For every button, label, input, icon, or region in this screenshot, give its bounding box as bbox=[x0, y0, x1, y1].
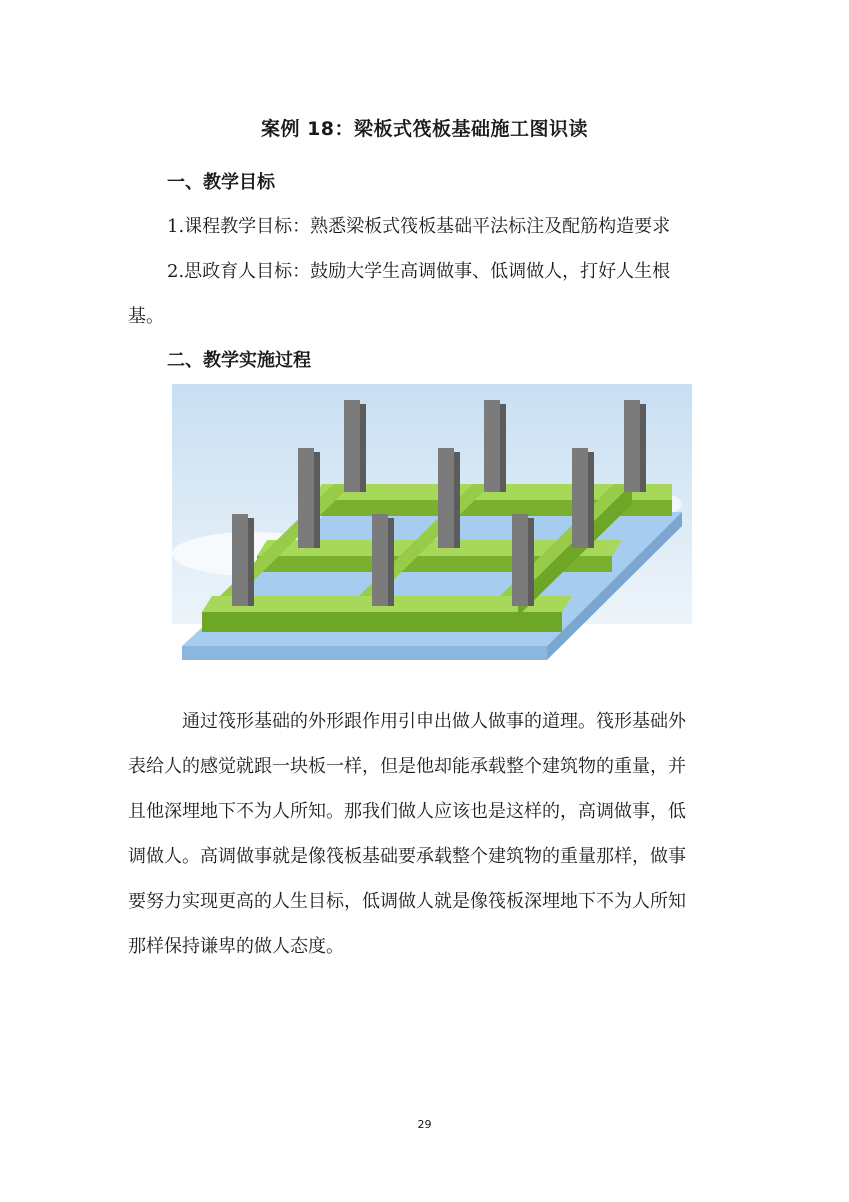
paragraph-line-3: 且他深埋地下不为人所知。那我们做人应该也是这样的，高调做事，低 bbox=[128, 801, 686, 822]
document-title: 案例 18：梁板式筏板基础施工图识读 bbox=[260, 118, 589, 140]
raft-foundation-illustration bbox=[172, 384, 692, 672]
paragraph-line-6: 那样保持谦卑的做人态度。 bbox=[128, 936, 344, 957]
goal-item-2-line-2: 基。 bbox=[128, 306, 164, 327]
goal-item-1: 1.课程教学目标：熟悉梁板式筏板基础平法标注及配筋构造要求 bbox=[167, 216, 671, 237]
paragraph-line-1: 通过筏形基础的外形跟作用引申出做人做事的道理。筏形基础外 bbox=[182, 711, 686, 732]
paragraph-line-5: 要努力实现更高的人生目标，低调做人就是像筏板深埋地下不为人所知 bbox=[128, 891, 686, 912]
section-heading-implementation: 二、教学实施过程 bbox=[167, 350, 311, 371]
paragraph-line-4: 调做人。高调做事就是像筏板基础要承载整个建筑物的重量那样，做事 bbox=[128, 846, 686, 867]
page-number: 29 bbox=[417, 1118, 432, 1131]
paragraph-line-2: 表给人的感觉就跟一块板一样，但是他却能承载整个建筑物的重量，并 bbox=[128, 756, 686, 777]
section-heading-teaching-goals: 一、教学目标 bbox=[167, 172, 275, 193]
goal-item-2-line-1: 2.思政育人目标：鼓励大学生高调做事、低调做人，打好人生根 bbox=[167, 261, 671, 282]
